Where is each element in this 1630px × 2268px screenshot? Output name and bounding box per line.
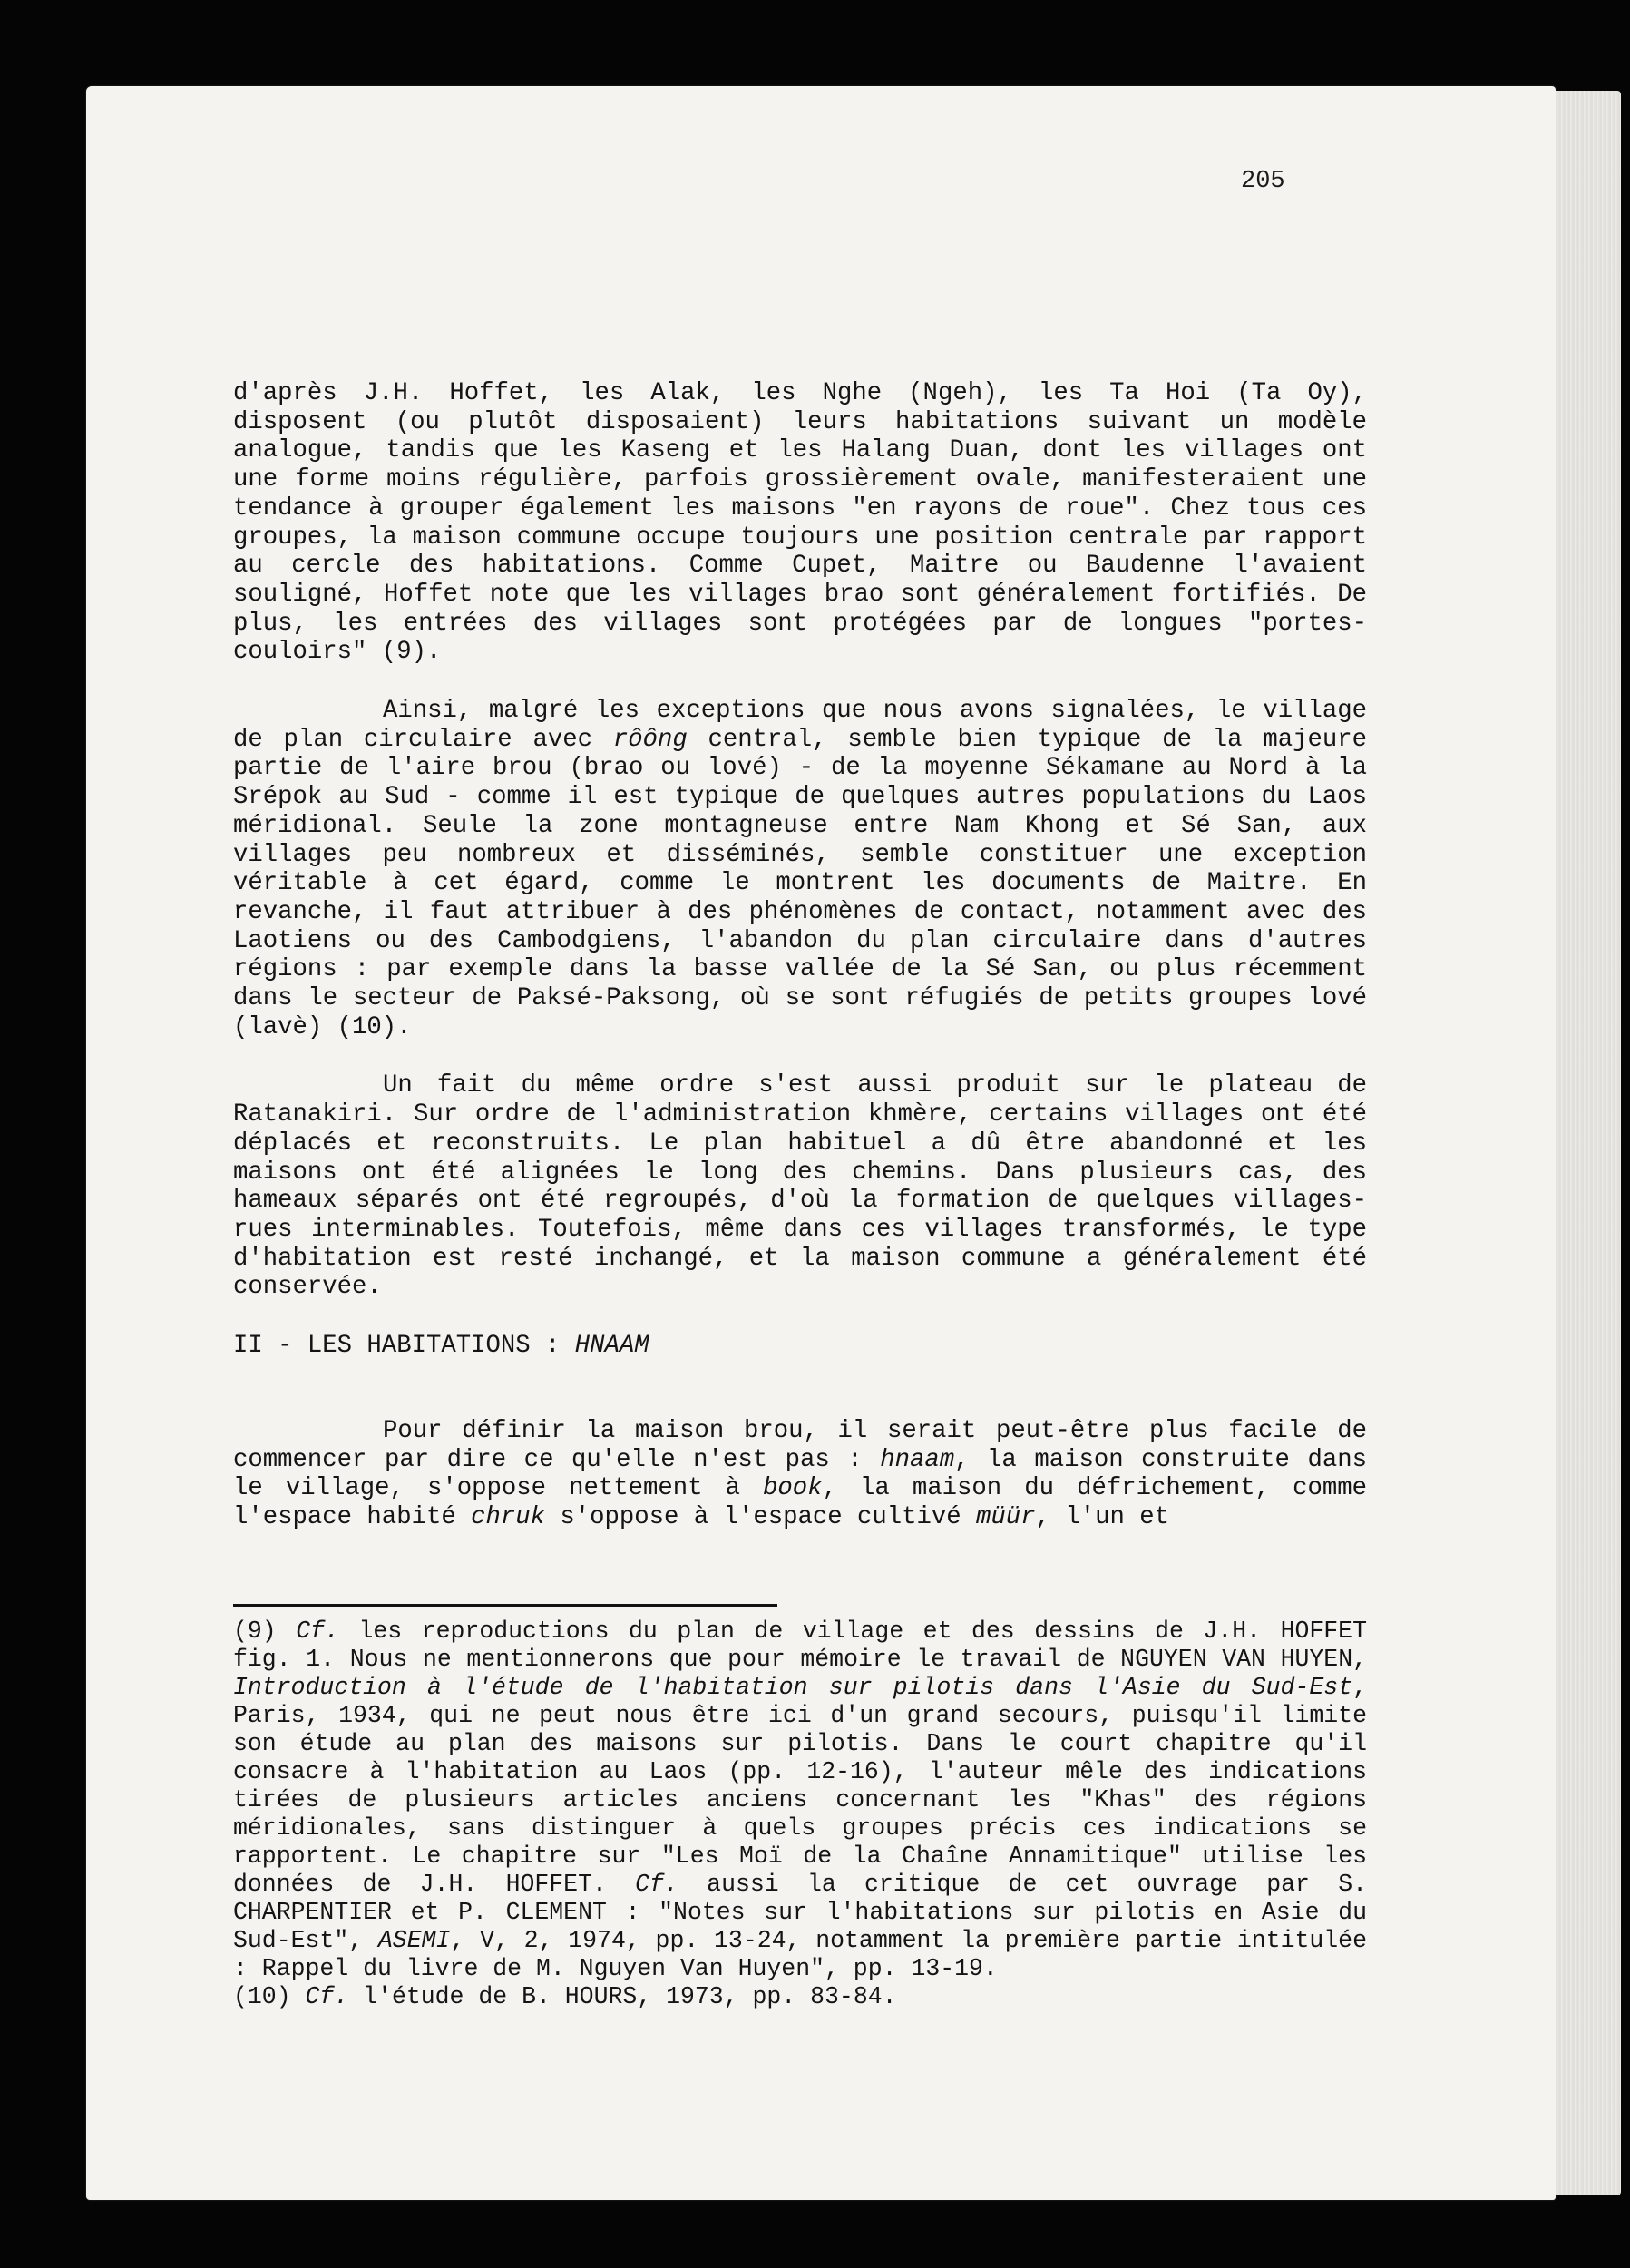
paragraph-4 (233, 1417, 1367, 1532)
main-text (233, 379, 1367, 1562)
footnote-9-cf-1: Cf. (296, 1618, 339, 1645)
footnote-10-number: (10) (233, 1983, 306, 2010)
paragraph-2-text-b: central, semble bien typique de la majeure partie de l'aire brou (brao ou lové) - de la moyenne Sékamane au Nord à la Srépok au Sud - comme il est typique de quelques autres populations du Laos méridional. Seule la zone montagneuse entre Nam Khong et Sé San, aux villages peu nombreux et disséminés, semble constituer une exception véritable à cet égard, comme le montrent les documents de Maitre. En revanche, il faut attribuer à des phénomènes de contact, notamment avec des Laotiens ou des Cambodgiens, l'abandon du plan circulaire dans d'autres régions : par exemple dans la basse vallée de la Sé San, ou plus récemment dans le secteur de Paksé-Paksong, où se sont réfugiés de petits groupes lové (lavè) (10). (233, 725, 1368, 1041)
term-hnaam: HNAAM (574, 1332, 649, 1361)
page-stack-edges (1548, 91, 1621, 2195)
term-roong: rôông (612, 725, 688, 754)
paragraph-4-text-3: , la maison du défrichement, comme l'espace habité (233, 1474, 1367, 1531)
term-chruk: chruk (471, 1502, 545, 1531)
section-heading (233, 1332, 1367, 1361)
term-hnaam-inline: hnaam (880, 1445, 955, 1474)
paragraph-4-text-4: s'oppose à l'espace cultivé (545, 1502, 977, 1531)
footnote-9-text-3: aussi la critique de cet ouvrage par S. CHARPENTIER et P. CLEMENT : "Notes sur l'habitations sur pilotis en Asie du Sud-Est", (233, 1871, 1367, 1954)
term-muur: müür (976, 1502, 1036, 1531)
footnote-10-cf: Cf. (305, 1983, 349, 2010)
paragraph-3: Un fait du même ordre s'est aussi produit sur le plateau de Ratanakiri. Sur ordre de l'administration khmère, certains villages ont été déplacés et reconstruits. Le plan habituel a dû être abandonné et les maisons ont été alignées le long des chemins. Dans plusieurs cas, des hameaux séparés ont été regroupés, d'où la formation de quelques villages-rues interminables. Toutefois, même dans ces villages transformés, le type d'habitation est resté inchangé, et la maison commune a généralement été conservée. (233, 1071, 1367, 1302)
footnote-separator (233, 1604, 777, 1607)
paragraph-2 (233, 697, 1367, 1041)
footnote-9-cf-2: Cf. (635, 1871, 678, 1898)
footnote-9-text-1: les reproductions du plan de village et des dessins de J.H. HOFFET fig. 1. Nous ne mentionnerons que pour mémoire le travail de NGUYEN VAN HUYEN, (233, 1618, 1367, 1673)
paragraph-4-text-2: , la maison construite dans le village, s'oppose nettement à (233, 1445, 1367, 1503)
footnote-9 (233, 1618, 1367, 1983)
footnote-9-journal: ASEMI (377, 1927, 451, 1954)
paragraph-4-text-1: Pour définir la maison brou, il serait peut-être plus facile de commencer par dire ce qu'elle n'est pas : (233, 1416, 1367, 1474)
paragraph-1: d'après J.H. Hoffet, les Alak, les Nghe (Ngeh), les Ta Hoi (Ta Oy), disposent (ou plutôt disposaient) leurs habitations suivant un modèle analogue, tandis que les Kaseng et les Halang Duan, dont les villages ont une forme moins régulière, parfois grossièrement ovale, manifesteraient une tendance à grouper également les maisons "en rayons de roue". Chez tous ces groupes, la maison commune occupe toujours une position centrale par rapport au cercle des habitations. Comme Cupet, Maitre ou Baudenne l'avaient souligné, Hoffet note que les villages brao sont généralement fortifiés. De plus, les entrées des villages sont protégées par de longues "portes-couloirs" (9). (233, 379, 1367, 667)
footnotes (233, 1618, 1367, 2011)
footnote-10-text: l'étude de B. HOURS, 1973, pp. 83-84. (348, 1983, 897, 2010)
section-heading-label: II - LES HABITATIONS : (233, 1332, 575, 1361)
page-number: 205 (1241, 168, 1285, 195)
footnote-9-text-2: , Paris, 1934, qui ne peut nous être ici d'un grand secours, puisqu'il limite son étude au plan des maisons sur pilotis. Dans le court chapitre qu'il consacre à l'habitation au Laos (pp. 12-16), l'auteur mêle des indications tirées de plusieurs articles anciens concernant les "Khas" des régions méridionales, sans distinguer à quels groupes précis ces indications se rapportent. Le chapitre sur "Les Moï de la Chaîne Annamitique" utilise les données de J.H. HOFFET. (233, 1674, 1367, 1898)
paragraph-4-text-5: , l'un et (1035, 1502, 1170, 1531)
footnote-10 (233, 1983, 1367, 2011)
footnote-9-number: (9) (233, 1618, 297, 1645)
term-book: book (763, 1474, 823, 1503)
footnote-9-book-title: Introduction à l'étude de l'habitation sur pilotis dans l'Asie du Sud-Est (233, 1674, 1353, 1701)
footnote-9-text-4: , V, 2, 1974, pp. 13-24, notamment la première partie intitulée : Rappel du livre de M. Nguyen Van Huyen", pp. 13-19. (233, 1927, 1367, 1982)
paragraph-2-text-a: Ainsi, malgré les exceptions que nous avons signalées, le village de plan circulaire avec (233, 697, 1367, 754)
